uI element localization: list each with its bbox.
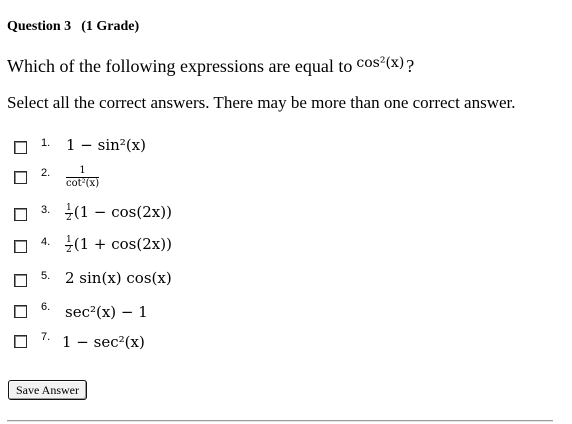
option-2-fraction [66, 166, 99, 189]
option-7-number: 7. [41, 331, 51, 343]
option-4-half-den: 2 [66, 244, 72, 255]
option-4-expression-text: (1 + cos(2x)) [73, 235, 172, 253]
option-1-checkbox[interactable] [14, 141, 27, 154]
option-4-half [65, 236, 73, 255]
option-3-expression [65, 203, 172, 223]
question-number: Question 3 [7, 19, 72, 34]
option-3-half-den: 2 [66, 212, 72, 223]
option-3-number: 3. [41, 204, 51, 216]
save-answer-button[interactable]: Save Answer [8, 380, 87, 400]
option-2-numerator: 1 [66, 166, 99, 178]
option-5-expression: 2 sin(x) cos(x) [65, 269, 172, 287]
option-3-checkbox[interactable] [14, 208, 27, 221]
option-4-half-num: 1 [66, 234, 72, 245]
option-2-checkbox[interactable] [14, 171, 27, 184]
page-divider [7, 420, 553, 422]
question-grade: (1 Grade) [81, 19, 140, 34]
question-prompt-expression: cos²(x) [356, 55, 405, 71]
option-4-checkbox[interactable] [14, 240, 27, 253]
option-1-number: 1. [41, 137, 51, 149]
option-3-half [65, 204, 73, 223]
option-1-expression: 1 − sin²(x) [66, 136, 146, 154]
option-5-checkbox[interactable] [14, 274, 27, 287]
option-3-half-num: 1 [66, 202, 72, 213]
question-prompt-end: ? [406, 56, 415, 76]
question-instructions: Select all the correct answers. There may be more than one correct answer. [7, 93, 516, 112]
question-header [7, 19, 139, 35]
question-prompt-text: Which of the following expressions are equal to [7, 56, 353, 76]
option-2-expression [66, 166, 99, 189]
option-3-expression-text: (1 − cos(2x)) [73, 203, 172, 221]
option-6-number: 6. [41, 301, 51, 313]
option-6-checkbox[interactable] [14, 305, 27, 318]
option-2-number: 2. [41, 167, 51, 179]
option-7-checkbox[interactable] [14, 335, 27, 348]
option-7-expression: 1 − sec²(x) [62, 333, 145, 351]
option-6-expression: sec²(x) − 1 [65, 303, 148, 321]
option-2-denominator: cot²(x) [66, 178, 100, 189]
option-5-number: 5. [41, 270, 51, 282]
option-4-expression [65, 235, 172, 255]
option-4-number: 4. [41, 236, 51, 248]
question-prompt [7, 56, 414, 77]
